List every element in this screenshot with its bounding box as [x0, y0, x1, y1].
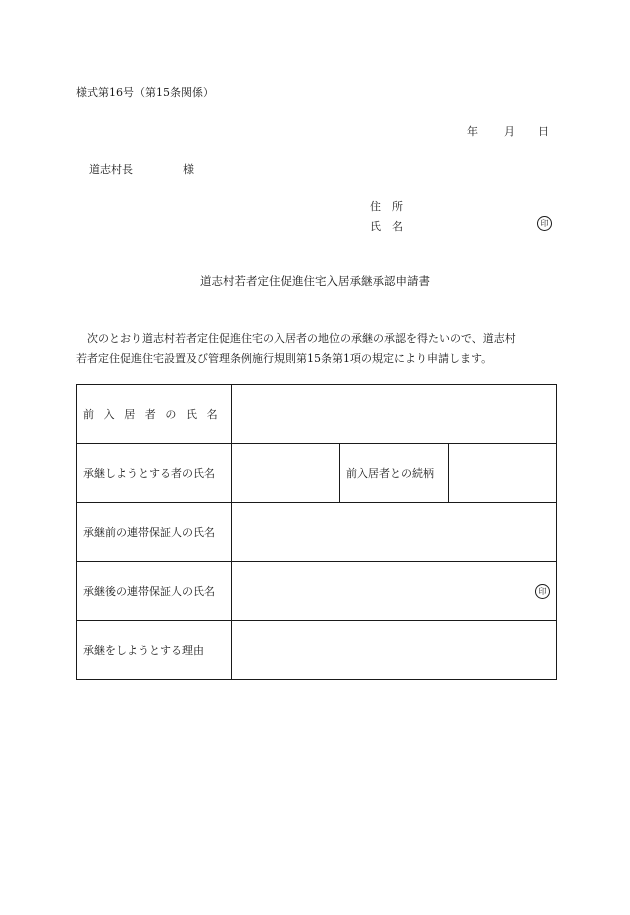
table-row	[77, 444, 557, 503]
row-label-reason: 承継をしようとする理由	[77, 621, 232, 680]
application-table	[76, 384, 557, 680]
address-label: 住所	[370, 200, 414, 213]
document-title: 道志村若者定住促進住宅入居承継承認申請書	[200, 274, 430, 288]
date-year-label: 年	[467, 125, 478, 138]
body-line-2: 若者定住促進住宅設置及び管理条例施行規則第15条第1項の規定により申請します。	[76, 352, 493, 365]
row-label-guarantor-after: 承継後の連帯保証人の氏名	[77, 562, 232, 621]
row-label-successor: 承継しようとする者の氏名	[77, 444, 232, 503]
date-day-label: 日	[538, 125, 549, 138]
guarantor-seal-icon: 印	[535, 584, 550, 599]
table-row	[77, 385, 557, 444]
applicant-seal-icon: 印	[537, 216, 552, 231]
guarantor-before-name-field[interactable]	[232, 503, 557, 562]
date-month-label: 月	[504, 125, 515, 138]
name-label: 氏名	[370, 220, 414, 233]
row-label-previous-resident: 前入居者の氏名	[77, 385, 232, 444]
body-text	[76, 329, 560, 369]
table-row	[77, 621, 557, 680]
previous-resident-name-field[interactable]	[232, 385, 557, 444]
form-number: 様式第16号（第15条関係）	[76, 86, 214, 99]
row-label-guarantor-before: 承継前の連帯保証人の氏名	[77, 503, 232, 562]
guarantor-after-name-field[interactable]	[232, 562, 557, 621]
body-line-1: 次のとおり道志村若者定住促進住宅の入居者の地位の承継の承認を得たいので、道志村	[87, 332, 516, 345]
reason-field[interactable]	[232, 621, 557, 680]
successor-name-field[interactable]	[232, 444, 340, 503]
row-label-relationship: 前入居者との続柄	[340, 444, 449, 503]
relationship-field[interactable]	[449, 444, 557, 503]
addressee: 道志村長	[89, 163, 133, 176]
table-row	[77, 562, 557, 621]
honorific: 様	[183, 163, 194, 176]
table-row	[77, 503, 557, 562]
